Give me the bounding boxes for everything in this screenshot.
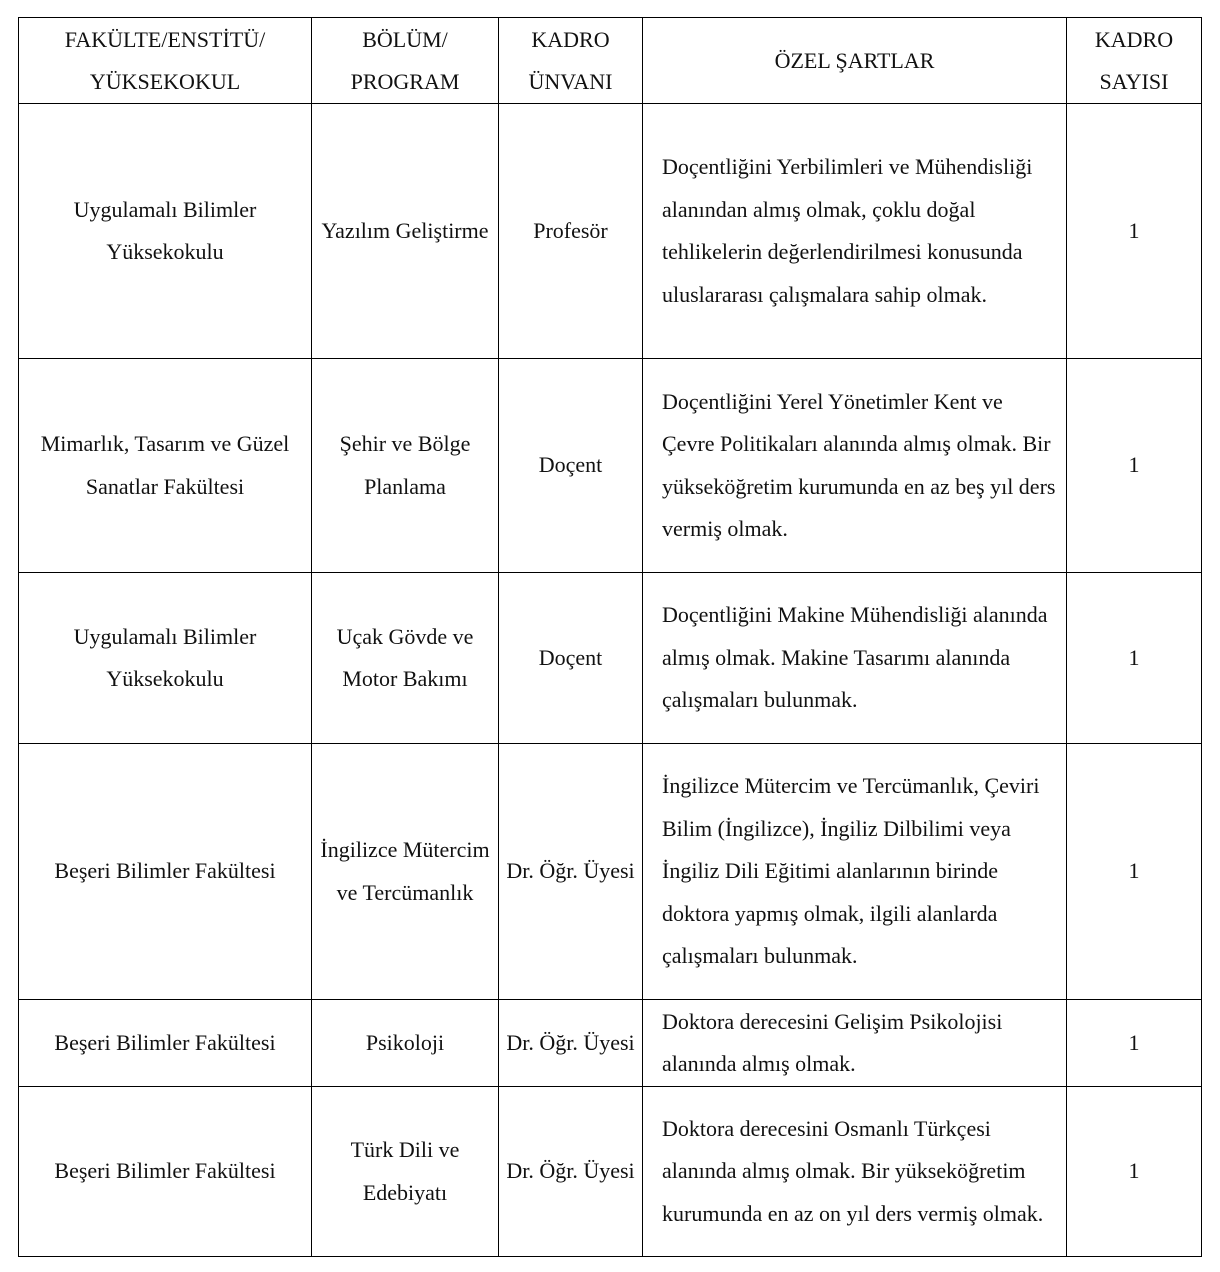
cell-count: 1 [1067,744,1202,1000]
cell-faculty: Uygulamalı Bilimler Yüksekokulu [19,573,312,744]
cell-department: İngilizce Mütercim ve Tercümanlık [312,744,499,1000]
cell-conditions: Doçentliğini Yerbilimleri ve Mühendisliği alanından almış olmak, çoklu doğal tehlikelerin değerlendirilmesi konusunda uluslararası çalışmalara sahip olmak. [643,104,1067,359]
cell-faculty: Mimarlık, Tasarım ve Güzel Sanatlar Fakültesi [19,359,312,573]
cell-title: Dr. Öğr. Üyesi [499,1000,643,1087]
cell-count: 1 [1067,1087,1202,1257]
cell-department: Şehir ve Bölge Planlama [312,359,499,573]
cell-department: Psikoloji [312,1000,499,1087]
position-table [18,17,1202,1257]
cell-title: Doçent [499,573,643,744]
table-row [19,744,1202,1000]
cell-count: 1 [1067,573,1202,744]
header-count: KADRO SAYISI [1067,18,1202,104]
header-department: BÖLÜM/ PROGRAM [312,18,499,104]
cell-faculty: Beşeri Bilimler Fakültesi [19,744,312,1000]
cell-department: Uçak Gövde ve Motor Bakımı [312,573,499,744]
header-faculty: FAKÜLTE/ENSTİTÜ/ YÜKSEKOKUL [19,18,312,104]
header-conditions: ÖZEL ŞARTLAR [643,18,1067,104]
cell-title: Profesör [499,104,643,359]
cell-faculty: Uygulamalı Bilimler Yüksekokulu [19,104,312,359]
cell-conditions: Doçentliğini Yerel Yönetimler Kent ve Çevre Politikaları alanında almış olmak. Bir yükseköğretim kurumunda en az beş yıl ders vermiş olmak. [643,359,1067,573]
cell-department: Yazılım Geliştirme [312,104,499,359]
table-row [19,104,1202,359]
cell-title: Dr. Öğr. Üyesi [499,744,643,1000]
cell-department: Türk Dili ve Edebiyatı [312,1087,499,1257]
cell-conditions: Doçentliğini Makine Mühendisliği alanında almış olmak. Makine Tasarımı alanında çalışmaları bulunmak. [643,573,1067,744]
cell-title: Dr. Öğr. Üyesi [499,1087,643,1257]
header-row [19,18,1202,104]
cell-faculty: Beşeri Bilimler Fakültesi [19,1087,312,1257]
cell-count: 1 [1067,359,1202,573]
cell-faculty: Beşeri Bilimler Fakültesi [19,1000,312,1087]
table-row [19,1087,1202,1257]
cell-title: Doçent [499,359,643,573]
cell-count: 1 [1067,1000,1202,1087]
cell-conditions: İngilizce Mütercim ve Tercümanlık, Çeviri Bilim (İngilizce), İngiliz Dilbilimi veya İngiliz Dili Eğitimi alanlarının birinde doktora yapmış olmak, ilgili alanlarda çalışmaları bulunmak. [643,744,1067,1000]
header-title: KADRO ÜNVANI [499,18,643,104]
table-row [19,359,1202,573]
table-row [19,1000,1202,1087]
cell-conditions: Doktora derecesini Gelişim Psikolojisi alanında almış olmak. [643,1000,1067,1087]
table-row [19,573,1202,744]
cell-conditions: Doktora derecesini Osmanlı Türkçesi alanında almış olmak. Bir yükseköğretim kurumunda en az on yıl ders vermiş olmak. [643,1087,1067,1257]
cell-count: 1 [1067,104,1202,359]
